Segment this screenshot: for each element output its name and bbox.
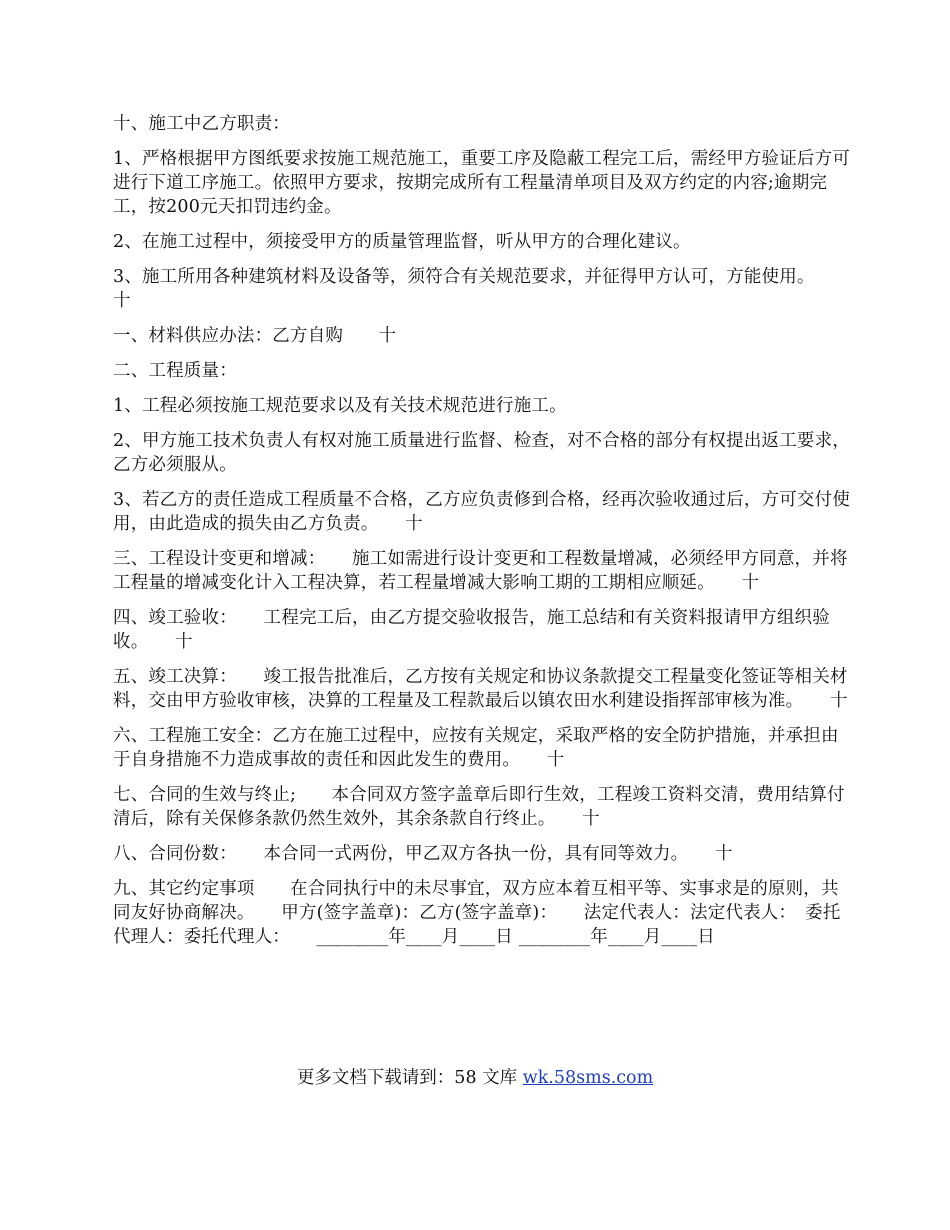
clause-paragraph: 1、工程必须按施工规范要求以及有关技术规范进行施工。	[113, 396, 567, 416]
footer-link[interactable]: wk.58sms.com	[522, 1068, 654, 1088]
section-eight-paragraph: 八、合同份数： 本合同一式两份，甲乙双方各执一份，具有同等效力。 十	[113, 844, 733, 864]
clause-paragraph: 3、施工所用各种建筑材料及设备等，须符合有关规范要求，并征得甲方认可，方能使用。 十	[113, 267, 842, 311]
section-one-heading: 一、材料供应办法：乙方自购 十	[113, 326, 397, 346]
section-five-paragraph: 五、竣工决算： 竣工报告批准后，乙方按有关规定和协议条款提交工程量变化签证等相关材料，交由甲方验收审核，决算的工程量及工程款最后以镇农田水利建设指挥部审核为准。 十	[113, 667, 848, 711]
section-three-paragraph: 三、工程设计变更和增减： 施工如需进行设计变更和工程数量增减，必须经甲方同意，并将工程量的增减变化计入工程决算，若工程量增减大影响工期的工期相应顺延。 十	[113, 549, 848, 593]
clause-paragraph: 2、甲方施工技术负责人有权对施工质量进行监督、检查，对不合格的部分有权提出返工要求，乙方必须服从。	[113, 431, 851, 475]
clause-paragraph: 1、严格根据甲方图纸要求按施工规范施工，重要工序及隐蔽工程完工后，需经甲方验证后方可进行下道工序施工。依照甲方要求，按期完成所有工程量清单项目及双方约定的内容;逾期完工，按200元天扣罚违约金。	[113, 149, 851, 217]
section-seven-paragraph: 七、合同的生效与终止; 本合同双方签字盖章后即行生效，工程竣工资料交清，费用结算付清后，除有关保修条款仍然生效外，其余条款自行终止。 十	[113, 785, 845, 829]
section-nine-signature-paragraph: 九、其它约定事项 在合同执行中的未尽事宜，双方应本着互相平等、实事求是的原则，共同友好协商解决。 甲方(签字盖章)：乙方(签字盖章)： 法定代表人：法定代表人： 委托代理人：委托代理人： ________年____月____日 ________年____月____日	[113, 879, 841, 947]
document-body	[113, 112, 853, 960]
clause-paragraph: 3、若乙方的责任造成工程质量不合格，乙方应负责修到合格，经再次验收通过后，方可交付使用，由此造成的损失由乙方负责。 十	[113, 490, 851, 534]
section-six-paragraph: 六、工程施工安全：乙方在施工过程中，应按有关规定，采取严格的安全防护措施，并承担由于自身措施不力造成事故的责任和因此发生的费用。 十	[113, 726, 839, 770]
clause-paragraph: 2、在施工过程中，须接受甲方的质量管理监督，听从甲方的合理化建议。	[113, 232, 691, 252]
section-two-heading: 二、工程质量：	[113, 361, 237, 381]
section-ten-heading: 十、施工中乙方职责：	[113, 114, 290, 134]
footer-text: 更多文档下载请到：58 文库	[296, 1068, 523, 1088]
section-four-paragraph: 四、竣工验收： 工程完工后，由乙方提交验收报告，施工总结和有关资料报请甲方组织验收。 十	[113, 608, 830, 652]
footer	[0, 1066, 950, 1090]
